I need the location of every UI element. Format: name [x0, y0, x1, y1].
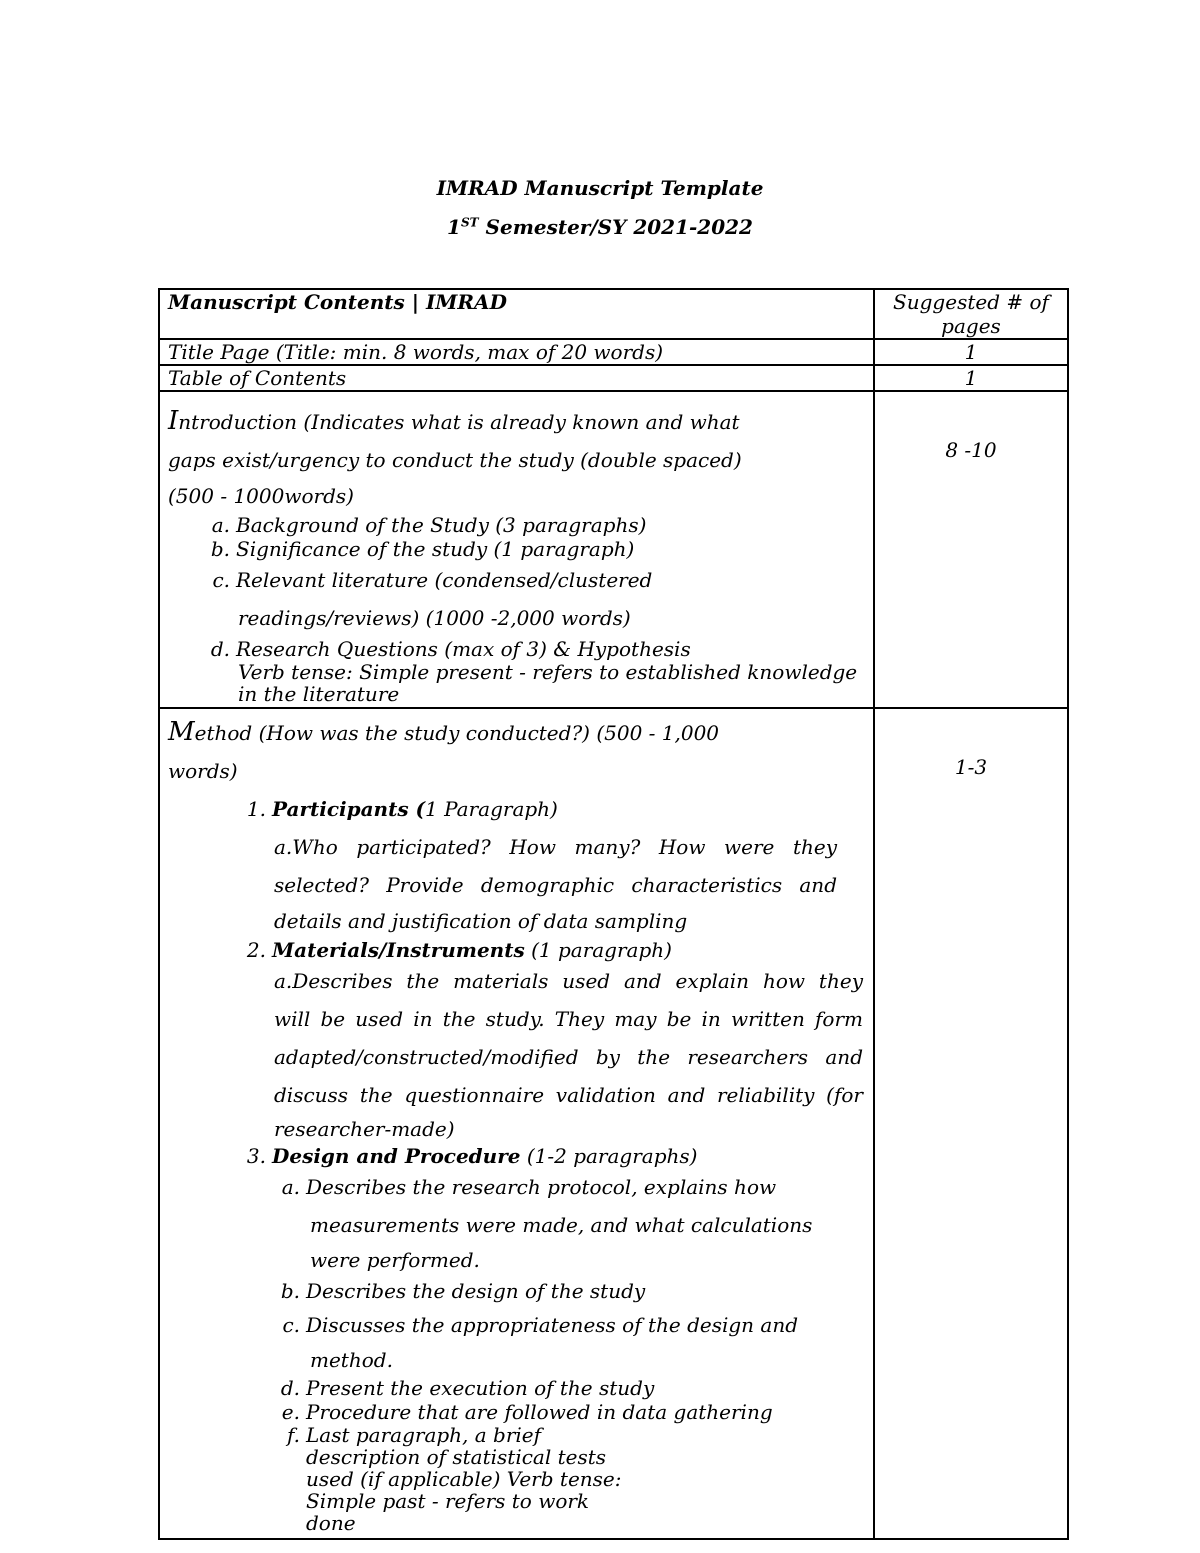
list-item — [168, 561, 865, 599]
toc-label: Table of Contents — [159, 365, 874, 391]
list-marker: 1. — [246, 797, 266, 821]
list-item — [168, 537, 865, 561]
list-item — [168, 637, 865, 661]
materials-title: Materials/Instruments — [272, 938, 525, 962]
list-text — [272, 938, 672, 962]
design-title: Design and Procedure — [272, 1144, 521, 1168]
list-marker: d. — [280, 1376, 300, 1400]
introduction-pages: 8 -10 — [874, 391, 1068, 708]
method-row — [159, 708, 1068, 1539]
list-text: Present the execution of the study — [306, 1376, 655, 1400]
method-pages: 1-3 — [874, 708, 1068, 1539]
list-text: Procedure that are followed in data gathering — [306, 1400, 773, 1424]
list-item — [168, 1376, 865, 1400]
document-title: IMRAD Manuscript Template — [436, 176, 764, 200]
participants-title: Participants ( — [272, 797, 426, 821]
introduction-cell — [159, 391, 874, 708]
paragraph-line: discuss the questionnaire validation and reliability (for — [274, 1083, 863, 1107]
list-marker: b. — [210, 537, 230, 561]
header-contents: Manuscript Contents | IMRAD — [159, 289, 874, 339]
list-item — [168, 1168, 865, 1206]
manuscript-table — [158, 288, 1069, 1540]
table-row — [159, 339, 1068, 365]
materials-rest: (1 paragraph) — [524, 938, 672, 962]
list-item — [168, 513, 865, 537]
paragraph-line: selected? Provide demographic characteristics and — [274, 873, 837, 897]
list-marker: 2. — [246, 938, 266, 962]
list-item — [168, 1424, 865, 1534]
intro-line-1-text: ntroduction (Indicates what is already known and what — [178, 410, 740, 434]
list-text: Describes the design of the study — [306, 1279, 646, 1303]
list-marker: 3. — [246, 1144, 266, 1168]
list-marker: d. — [210, 637, 230, 661]
method-cell — [159, 708, 874, 1539]
semester-text: Semester/SY 2021-2022 — [478, 215, 753, 239]
list-item — [168, 1276, 865, 1306]
list-text: Describes the research protocol, explains how — [306, 1175, 777, 1199]
list-text: Relevant literature (condensed/clustered — [236, 568, 653, 592]
list-text: Significance of the study (1 paragraph) — [236, 537, 635, 561]
paragraph-line: details and justification of data sampling — [274, 909, 688, 933]
semester-superscript: ST — [460, 215, 479, 230]
method-line-1-text: ethod (How was the study conducted?) (500 - 1,000 — [194, 721, 720, 745]
title-page-pages: 1 — [874, 339, 1068, 365]
intro-line-2: gaps exist/urgency to conduct the study (double spaced) — [168, 448, 742, 472]
list-item — [168, 1400, 865, 1424]
list-item-continuation: were performed. — [310, 1248, 480, 1272]
verb-tense-note: Verb tense: Simple present - refers to established knowledge in the literature — [238, 660, 858, 706]
design-rest: (1-2 paragraphs) — [520, 1144, 698, 1168]
list-item — [168, 1144, 865, 1168]
list-text: Discusses the appropriateness of the design and — [306, 1313, 799, 1337]
semester-number: 1 — [447, 215, 461, 239]
toc-pages: 1 — [874, 365, 1068, 391]
paragraph-line: researcher-made) — [274, 1117, 455, 1141]
list-text: Research Questions (max of 3) & Hypothesis — [236, 637, 691, 661]
semester-line — [0, 215, 1200, 239]
list-text — [272, 1144, 697, 1168]
intro-line-3: (500 - 1000words) — [168, 484, 354, 508]
list-marker: f. — [286, 1423, 300, 1447]
paragraph-line: a.Describes the materials used and explain how they — [274, 969, 863, 993]
paragraph-line: will be used in the study. They may be in written form — [274, 1007, 863, 1031]
method-line-2: words) — [168, 759, 238, 783]
list-marker: a. — [211, 513, 230, 537]
header-pages: Suggested # of pages — [874, 289, 1068, 339]
intro-line-1 — [168, 402, 865, 441]
list-text: Background of the Study (3 paragraphs) — [236, 513, 647, 537]
paragraph-line: a.Who participated? How many? How were they — [274, 835, 837, 859]
list-text — [272, 790, 558, 828]
list-marker: e. — [281, 1400, 300, 1424]
introduction-row — [159, 391, 1068, 708]
list-item-continuation: readings/reviews) (1000 -2,000 words) — [238, 606, 631, 630]
method-line-1 — [168, 713, 865, 752]
list-marker: c. — [212, 568, 230, 592]
list-item — [168, 938, 865, 962]
list-marker: c. — [282, 1313, 300, 1337]
list-item — [168, 790, 865, 828]
list-marker: b. — [280, 1279, 300, 1303]
table-row — [159, 365, 1068, 391]
table-header-row — [159, 289, 1068, 339]
paragraph-line: adapted/constructed/modified by the researchers and — [274, 1045, 863, 1069]
list-text: Last paragraph, a brief description of statistical tests used (if applicable) Verb tense: Simple past - refers to work done — [306, 1423, 622, 1535]
intro-initial: I — [168, 406, 179, 436]
list-item-continuation: measurements were made, and what calculations — [310, 1213, 813, 1237]
list-marker: a. — [281, 1175, 300, 1199]
method-initial: M — [168, 717, 195, 747]
title-page-label: Title Page (Title: min. 8 words, max of 20 words) — [159, 339, 874, 365]
list-item — [168, 1306, 865, 1344]
participants-rest: 1 Paragraph) — [425, 797, 558, 821]
list-item-continuation: method. — [310, 1348, 393, 1372]
